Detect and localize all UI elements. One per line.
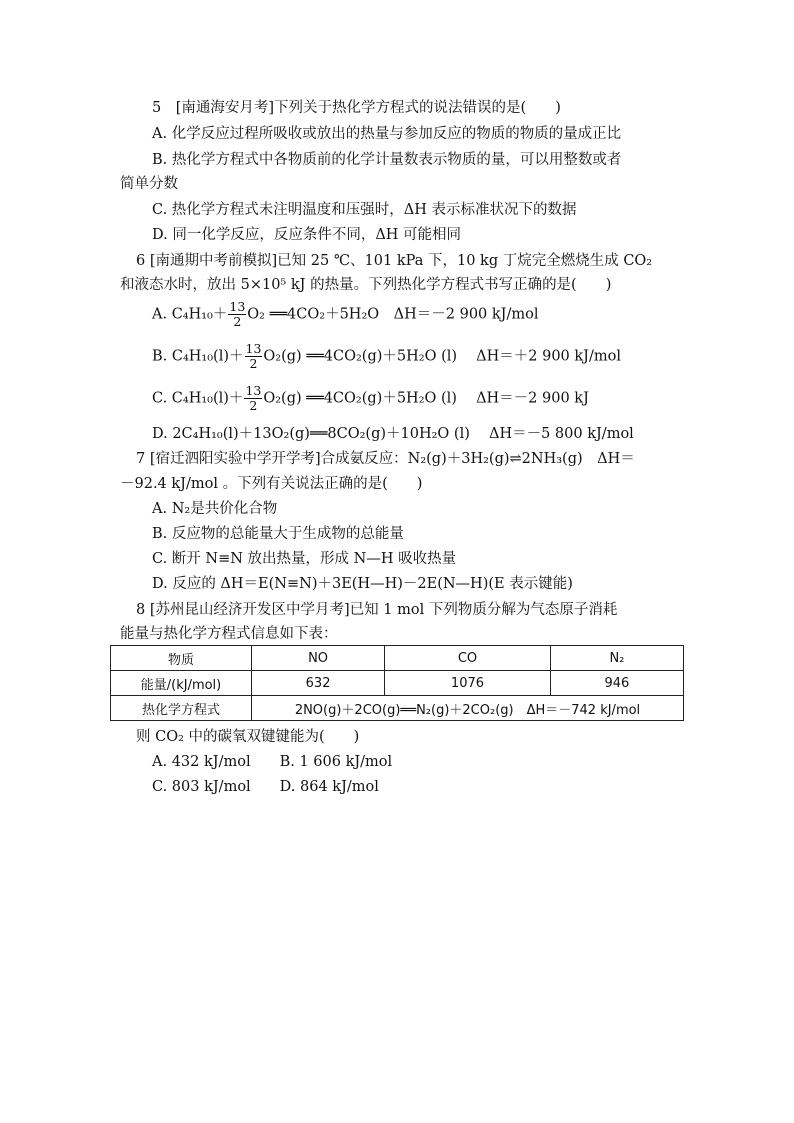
q6-stem: 6 [南通期中考前模拟]已知 25 ℃、101 kPa 下，10 kg 丁烷完全燃烧生成 CO₂ [136, 253, 653, 269]
table-row-label: 能量/(kJ/mol) [111, 671, 252, 696]
fraction-13-over-2 [244, 384, 262, 413]
table-row-label: 热化学方程式 [111, 696, 252, 721]
table-row [111, 696, 684, 721]
q5-option-a: A. 化学反应过程所吸收或放出的热量与参加反应的物质的物质的量成正比 [152, 126, 622, 142]
q6-option-b [152, 342, 621, 371]
table-cell: 946 [550, 671, 683, 696]
q6-option-a [152, 300, 538, 329]
q7-stem-cont: －92.4 kJ/mol 。下列有关说法正确的是( ) [120, 476, 423, 492]
q7-option-c: C. 断开 N≡N 放出热量，形成 N—H 吸收热量 [152, 551, 457, 567]
q6-option-c-pre: C. C₄H₁₀(l)＋ [152, 390, 244, 407]
fraction-numerator: 13 [245, 383, 262, 398]
q6-option-a-post: O₂ ══4CO₂＋5H₂O ΔH＝－2 900 kJ/mol [247, 306, 539, 323]
fraction-13-over-2 [245, 342, 263, 371]
q6-option-c [152, 384, 589, 413]
q6-option-a-pre: A. C₄H₁₀＋ [152, 306, 228, 323]
fraction-denominator: 2 [233, 314, 242, 329]
q8-options-ab: A. 432 kJ/mol B. 1 606 kJ/mol [152, 754, 393, 770]
fraction-numerator: 13 [229, 299, 246, 314]
q7-stem: 7 [宿迁泗阳实验中学开学考]合成氨反应：N₂(g)＋3H₂(g)⇌2NH₃(g) ΔH＝ [136, 451, 635, 467]
table-equation-cell: 2NO(g)＋2CO(g)══N₂(g)＋2CO₂(g) ΔH＝－742 kJ/mol [252, 696, 684, 721]
fraction-denominator: 2 [249, 398, 258, 413]
q5-option-d: D. 同一化学反应，反应条件不同，ΔH 可能相同 [152, 227, 462, 243]
table-row [111, 646, 684, 671]
q6-stem-cont: 和液态水时，放出 5×10⁵ kJ 的热量。下列热化学方程式书写正确的是( ) [120, 277, 612, 293]
q5-option-b-cont: 简单分数 [120, 176, 178, 192]
table-header-cell: NO [252, 646, 385, 671]
q5-option-b: B. 热化学方程式中各物质前的化学计量数表示物质的量，可以用整数或者 [152, 152, 622, 168]
fraction-denominator: 2 [249, 356, 258, 371]
q8-question: 则 CO₂ 中的碳氧双键键能为( ) [136, 729, 360, 745]
table-cell: 632 [252, 671, 385, 696]
q8-options-cd: C. 803 kJ/mol D. 864 kJ/mol [152, 779, 379, 795]
q7-option-a: A. N₂是共价化合物 [152, 501, 278, 517]
q5-stem: 5 [南通海安月考]下列关于热化学方程式的说法错误的是( ) [152, 100, 561, 116]
q8-stem-cont: 能量与热化学方程式信息如下表： [120, 626, 338, 642]
table-header-cell: N₂ [550, 646, 683, 671]
q5-option-c: C. 热化学方程式未注明温度和压强时，ΔH 表示标准状况下的数据 [152, 202, 577, 218]
bond-energy-table [110, 645, 684, 721]
fraction-13-over-2 [228, 300, 246, 329]
table-header-cell: CO [385, 646, 551, 671]
table-cell: 1076 [385, 671, 551, 696]
table-row [111, 671, 684, 696]
q7-option-b: B. 反应物的总能量大于生成物的总能量 [152, 526, 404, 542]
q6-option-c-post: O₂(g) ══4CO₂(g)＋5H₂O (l) ΔH＝－2 900 kJ [263, 390, 589, 407]
q8-stem: 8 [苏州昆山经济开发区中学月考]已知 1 mol 下列物质分解为气态原子消耗 [136, 602, 618, 618]
q6-option-b-post: O₂(g) ══4CO₂(g)＋5H₂O (l) ΔH＝＋2 900 kJ/mol [263, 348, 621, 365]
table-header-cell: 物质 [111, 646, 252, 671]
fraction-numerator: 13 [245, 341, 262, 356]
q7-option-d: D. 反应的 ΔH＝E(N≡N)＋3E(H—H)－2E(N—H)(E 表示键能) [152, 576, 573, 592]
q6-option-d: D. 2C₄H₁₀(l)＋13O₂(g)══8CO₂(g)＋10H₂O (l) ΔH＝－5 800 kJ/mol [152, 426, 634, 442]
q6-option-b-pre: B. C₄H₁₀(l)＋ [152, 348, 244, 365]
